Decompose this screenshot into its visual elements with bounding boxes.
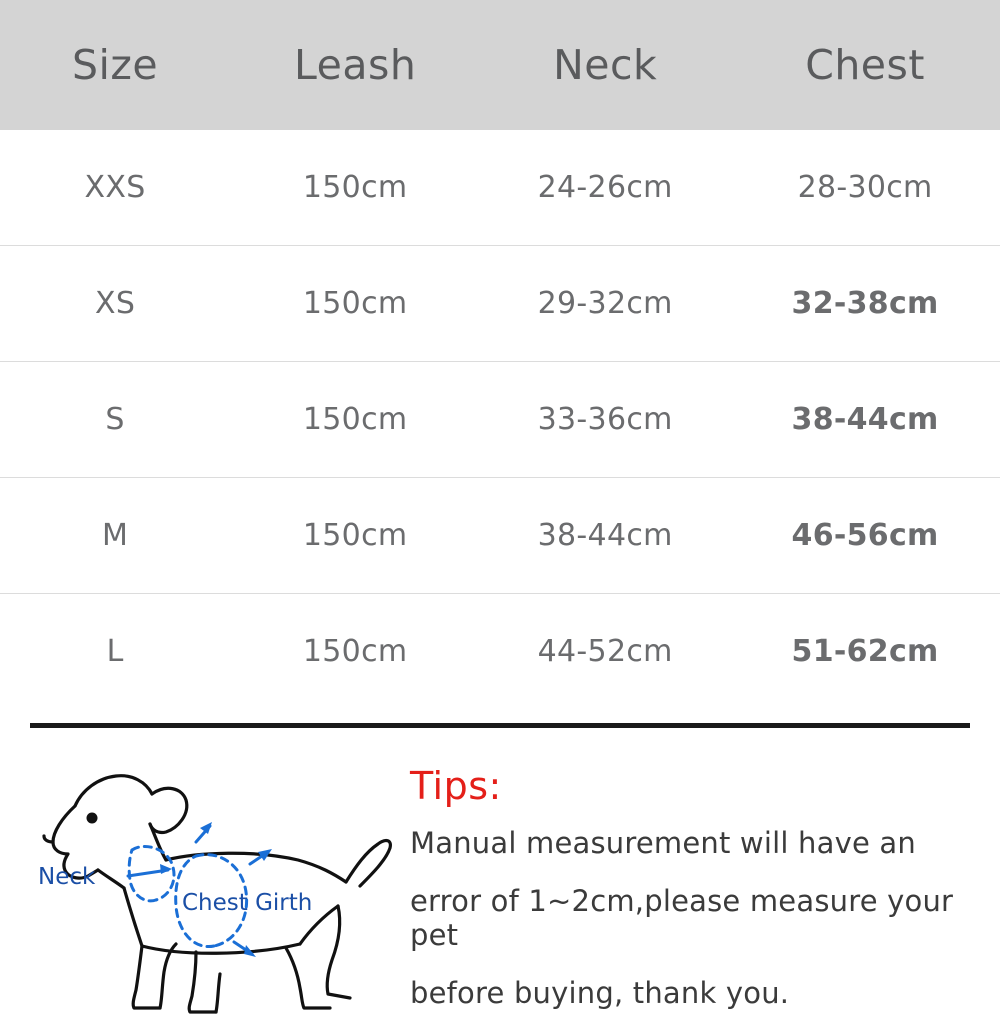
table-row [0,246,1000,362]
cell-size: L [106,634,124,669]
bottom-section [0,728,1000,1034]
column-header-leash: Leash [293,41,417,89]
column-header-chest: Chest [805,41,925,89]
table-row [0,362,1000,478]
table-row [0,594,1000,710]
table-row [0,130,1000,246]
cell-leash: 150cm [230,478,480,594]
cell-neck: 29-32cm [480,246,730,362]
cell-neck: 33-36cm [480,362,730,478]
chest-girth-label: Chest Girth [182,890,313,916]
table-header-row [0,0,1000,130]
tips-title: Tips: [410,764,502,808]
tips-line: before buying, thank you. [410,976,790,1010]
cell-size: S [0,362,230,478]
neck-label: Neck [38,864,96,890]
tips-line: error of 1~2cm,please measure your pet [410,884,954,952]
tips-line: Manual measurement will have an [410,826,916,860]
cell-size: XXS [0,130,230,246]
cell-size: M [0,478,230,594]
cell-leash: 150cm [230,362,480,478]
cell-neck: 24-26cm [480,130,730,246]
dog-diagram [0,738,410,1026]
tips-panel [410,738,1000,1034]
cell-neck: 44-52cm [537,634,673,669]
dog-illustration-icon [20,746,400,1026]
column-header-size: Size [71,41,159,89]
cell-chest: 46-56cm [730,478,1000,594]
table-row [0,478,1000,594]
cell-leash: 150cm [230,130,480,246]
table-body [0,130,1000,709]
table-header [0,0,1000,130]
cell-chest: 28-30cm [730,130,1000,246]
cell-chest: 38-44cm [730,362,1000,478]
cell-leash: 150cm [230,246,480,362]
cell-neck: 38-44cm [480,478,730,594]
cell-leash: 150cm [302,634,408,669]
cell-chest: 51-62cm [791,634,939,669]
cell-size: XS [0,246,230,362]
cell-chest: 32-38cm [730,246,1000,362]
column-header-neck: Neck [553,41,658,89]
